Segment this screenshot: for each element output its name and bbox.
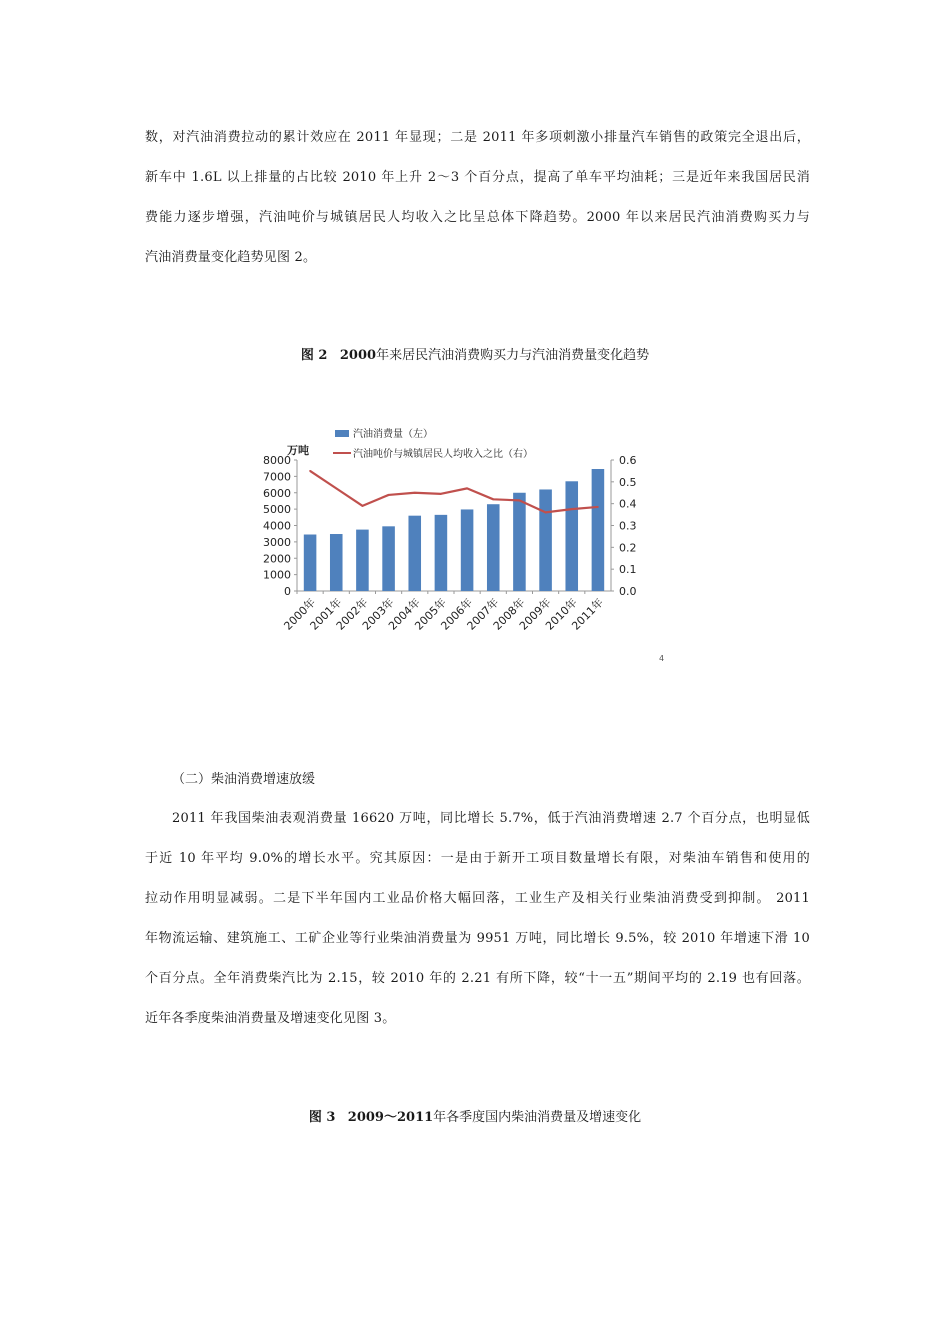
ratio-line (310, 471, 598, 512)
x-tick-label: 2006年 (438, 595, 476, 633)
line-point (440, 493, 442, 495)
x-axis-ticks (281, 591, 606, 633)
paragraph-line: 数，对汽油消费拉动的累计效应在 2011 年显现；二是 2011 年多项刺激小排量汽车销售的政策完全退出后， (145, 130, 810, 145)
figure-3-caption (0, 1106, 950, 1125)
y-tick-label: 0 (284, 585, 291, 598)
bar (435, 515, 448, 591)
x-tick-label: 2000年 (281, 595, 319, 633)
line-point (492, 498, 494, 500)
paragraph-line: 年物流运输、建筑施工、工矿企业等行业柴油消费量为 9951 万吨，同比增长 9.5%，较 2010 年增速下滑 10 (145, 931, 810, 946)
line-point (309, 470, 311, 472)
bar (592, 469, 605, 591)
x-tick-label: 2007年 (464, 595, 502, 633)
y2-tick-label: 0.0 (619, 585, 637, 598)
small-mark: 4 (659, 654, 665, 663)
gasoline-chart (255, 420, 675, 670)
bar (565, 481, 578, 591)
paragraph-diesel (145, 799, 810, 1039)
paragraph-line: 拉动作用明显减弱。二是下半年国内工业品价格大幅回落，工业生产及相关行业柴油消费受到抑制。 2011 (145, 891, 810, 906)
y-tick-label: 5000 (263, 503, 291, 517)
section-heading: （二）柴油消费增速放缓 (172, 772, 316, 787)
chart-legend (333, 427, 533, 460)
x-tick-label: 2003年 (359, 595, 397, 633)
paragraph-line: 近年各季度柴油消费量及增速变化见图 3。 (145, 1011, 396, 1026)
x-tick-label: 2009年 (516, 595, 554, 633)
y-tick-label: 8000 (263, 454, 291, 467)
legend-label-bar: 汽油消费量（左） (353, 429, 433, 440)
y-tick-label: 1000 (263, 568, 291, 582)
y2-tick-label: 0.3 (619, 519, 637, 533)
bar (487, 504, 500, 591)
paragraph-gasoline (145, 118, 810, 278)
paragraph-line: 个百分点。全年消费柴汽比为 2.15，较 2010 年的 2.21 有所下降，较“十一五”期间平均的 2.19 也有回落。 (145, 971, 810, 986)
figure-2-caption (0, 344, 950, 363)
bar-series (304, 469, 604, 591)
y-axis-unit: 万吨 (287, 444, 309, 457)
y-axis-ticks (263, 454, 297, 598)
y2-axis-ticks (611, 454, 637, 598)
line-point (388, 494, 390, 496)
y2-tick-label: 0.2 (619, 541, 637, 555)
line-point (466, 487, 468, 489)
bar (461, 509, 474, 591)
bar (539, 489, 552, 591)
y-tick-label: 4000 (263, 519, 291, 533)
x-tick-label: 2011年 (569, 595, 607, 633)
y-tick-label: 6000 (263, 486, 291, 500)
x-tick-label: 2002年 (333, 595, 371, 633)
figure-2-number: 2000 (339, 348, 377, 363)
y-tick-label: 3000 (263, 535, 291, 549)
x-tick-label: 2001年 (307, 595, 345, 633)
y2-tick-label: 0.6 (619, 454, 637, 467)
y2-tick-label: 0.5 (619, 475, 637, 489)
x-tick-label: 2008年 (490, 595, 528, 633)
x-tick-label: 2010年 (543, 595, 580, 633)
legend-label-line: 汽油吨价与城镇居民人均收入之比（右） (353, 449, 533, 460)
paragraph-line: 新车中 1.6L 以上排量的占比较 2010 年上升 2～3 个百分点，提高了单车平均油耗；三是近年来我国居民消 (145, 170, 810, 185)
y-tick-label: 7000 (263, 470, 291, 484)
line-point (519, 499, 521, 501)
line-point (597, 506, 599, 508)
line-point (362, 505, 364, 507)
figure-2-title: 年来居民汽油消费购买力与汽油消费量变化趋势 (376, 348, 650, 363)
y2-tick-label: 0.1 (619, 563, 637, 577)
bar (382, 526, 395, 591)
x-tick-label: 2005年 (412, 595, 450, 633)
paragraph-line: 2011 年我国柴油表观消费量 16620 万吨，同比增长 5.7%，低于汽油消费增速 2.7 个百分点，也明显低 (172, 811, 810, 826)
bar (356, 530, 369, 591)
line-point (545, 512, 547, 514)
paragraph-line: 费能力逐步增强，汽油吨价与城镇居民人均收入之比呈总体下降趋势。2000 年以来居民汽油消费购买力与 (145, 210, 810, 225)
y-tick-label: 2000 (263, 552, 291, 566)
paragraph-line: 汽油消费量变化趋势见图 2。 (145, 250, 317, 265)
bar (408, 516, 421, 591)
figure-3-title: 年各季度国内柴油消费量及增速变化 (433, 1110, 642, 1125)
figure-3-number: 2009～2011 (347, 1110, 434, 1125)
x-tick-label: 2004年 (386, 595, 423, 633)
line-point (571, 508, 573, 510)
line-point (414, 492, 416, 494)
paragraph-line: 于近 10 年平均 9.0%的增长水平。究其原因：一是由于新开工项目数量增长有限，对柴油车销售和使用的 (145, 851, 810, 866)
bar (330, 534, 343, 591)
y2-tick-label: 0.4 (619, 497, 637, 511)
line-series (309, 470, 599, 513)
bar (513, 493, 526, 591)
legend-swatch-bar (335, 430, 349, 437)
line-point (335, 487, 337, 489)
chart-axes (297, 460, 611, 591)
bar (304, 535, 317, 591)
figure-2-label: 图 2 (300, 348, 328, 363)
figure-3-label: 图 3 (308, 1110, 336, 1125)
